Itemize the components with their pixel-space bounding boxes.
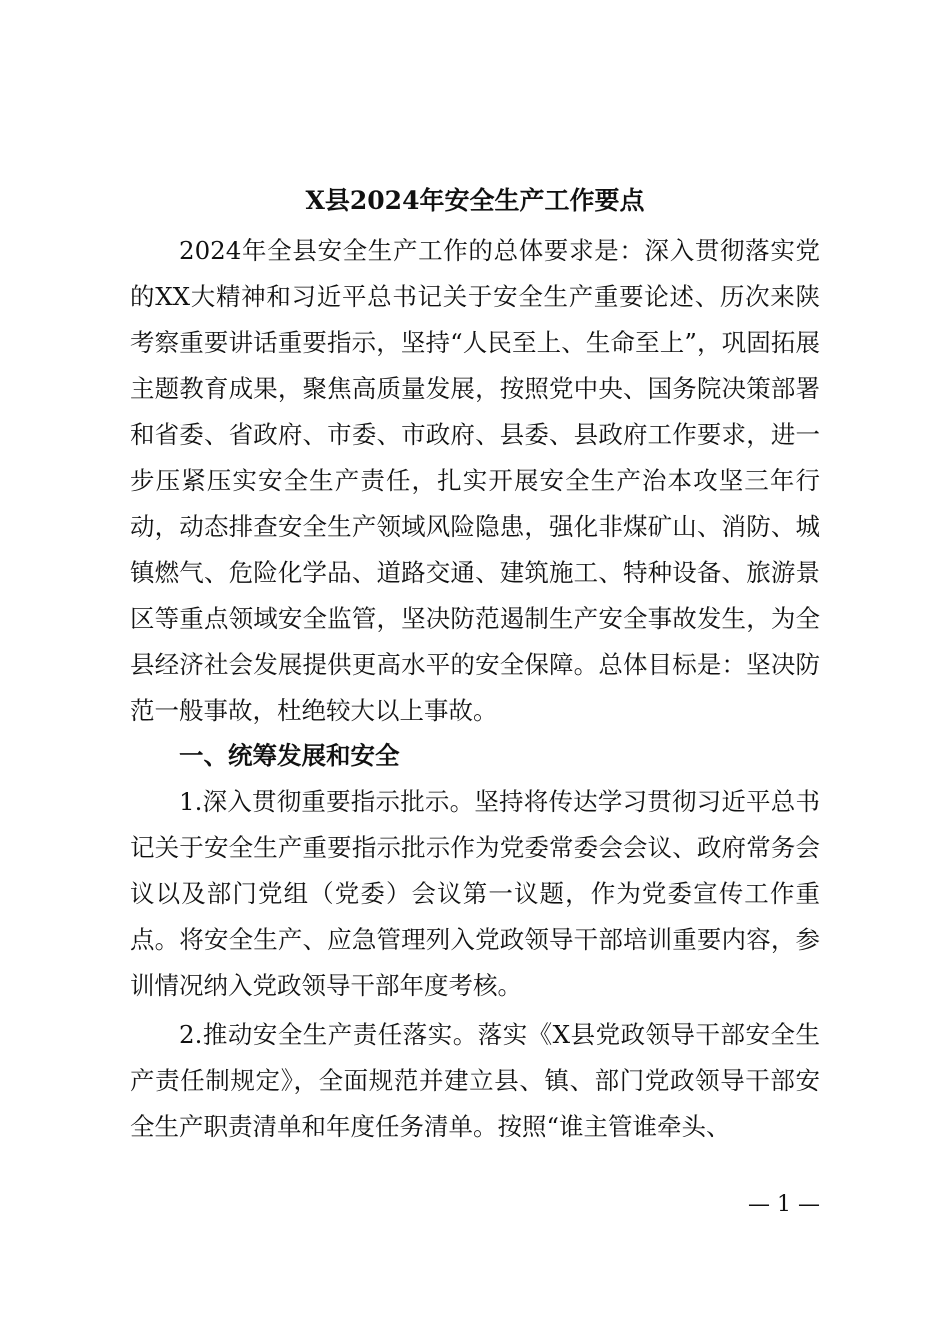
paragraph-2: 2.推动安全生产责任落实。落实《X县党政领导干部安全生产责任制规定》，全面规范并建立县、镇、部门党政领导干部安全生产职责清单和年度任务清单。按照“谁主管谁牵头、: [130, 1020, 820, 1141]
intro-paragraph: 2024年全县安全生产工作的总体要求是：深入贯彻落实党的XX大精神和习近平总书记关于安全生产重要论述、历次来陕考察重要讲话重要指示，坚持“人民至上、生命至上”，巩固拓展主题教育成果，聚焦高质量发展，按照党中央、国务院决策部署和省委、省政府、市委、市政府、县委、县政府工作要求，进一步压紧压实安全生产责任，扎实开展安全生产治本攻坚三年行动，动态排查安全生产领域风险隐患，强化非煤矿山、消防、城镇燃气、危险化学品、道路交通、建筑施工、特种设备、旅游景区等重点领域安全监管，坚决防范遏制生产安全事故发生，为全县经济社会发展提供更高水平的安全保障。总体目标是：坚决防范一般事故，杜绝较大以上事故。: [130, 236, 820, 725]
paragraph-1: 1.深入贯彻重要指示批示。坚持将传达学习贯彻习近平总书记关于安全生产重要指示批示作为党委常委会会议、政府常务会议以及部门党组（党委）会议第一议题，作为党委宣传工作重点。将安全生产、应急管理列入党政领导干部培训重要内容，参训情况纳入党政领导干部年度考核。: [130, 787, 820, 1000]
document-title: X县2024年安全生产工作要点: [305, 186, 645, 215]
section-heading: 一、统筹发展和安全: [179, 741, 400, 770]
page-number: — 1 —: [748, 1192, 820, 1217]
